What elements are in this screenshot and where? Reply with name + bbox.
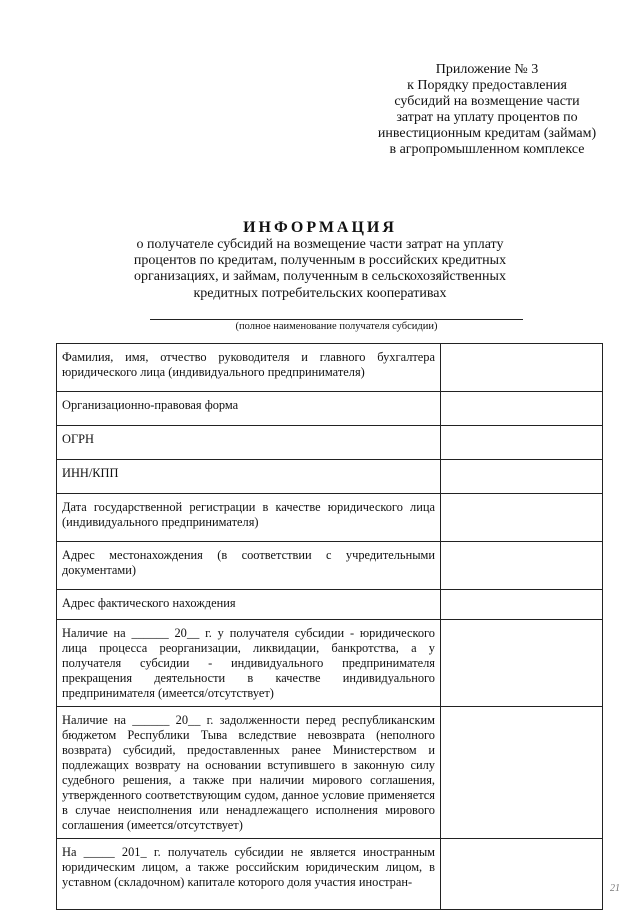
row-value	[441, 542, 603, 590]
appendix-line: инвестиционным кредитам (займам)	[377, 126, 597, 141]
recipient-name-line	[150, 319, 523, 320]
document-heading	[100, 218, 540, 302]
subtitle-line: о получателе субсидий на возмещение части затрат на уплату	[136, 237, 504, 252]
recipient-info-table	[56, 343, 603, 910]
row-label: Адрес местонахождения (в соответствии с учредительными документами)	[57, 542, 441, 590]
row-label: Наличие на ______ 20__ г. у получателя субсидии - юридического лица процесса реорганизации, ликвидации, банкротства, а у получателя субсидии - индивидуального предпринимателя прекращения деятельности в качестве индивидуального предпринимателя (имеется/отсутствует)	[57, 620, 441, 707]
table-row	[57, 839, 603, 910]
table-row	[57, 542, 603, 590]
table-row	[57, 426, 603, 460]
table-row	[57, 494, 603, 542]
row-value	[441, 590, 603, 620]
table-row	[57, 460, 603, 494]
subtitle-line: организациях, и займам, полученным в сельскохозяйственных	[134, 269, 506, 285]
recipient-name-caption: (полное наименование получателя субсидии)	[235, 321, 438, 332]
appendix-line: субсидий на возмещение части	[394, 94, 580, 109]
row-value	[441, 392, 603, 426]
document-title: ИНФОРМАЦИЯ	[243, 219, 397, 236]
row-value	[441, 494, 603, 542]
table-row	[57, 344, 603, 392]
row-label: Организационно-правовая форма	[57, 392, 441, 426]
page-number: 21	[610, 883, 620, 894]
appendix-line: затрат на уплату процентов по	[396, 110, 578, 125]
table-row	[57, 620, 603, 707]
appendix-line: Приложение № 3	[435, 62, 539, 77]
appendix-reference	[352, 62, 622, 158]
subtitle-line: кредитных потребительских кооперативах	[193, 285, 447, 301]
row-value	[441, 620, 603, 707]
table-row	[57, 707, 603, 839]
row-label: Дата государственной регистрации в качестве юридического лица (индивидуального предпринимателя)	[57, 494, 441, 542]
row-label: Адрес фактического нахождения	[57, 590, 441, 620]
table-row	[57, 590, 603, 620]
row-label: ИНН/КПП	[57, 460, 441, 494]
row-value	[441, 344, 603, 392]
table-row	[57, 392, 603, 426]
row-value	[441, 460, 603, 494]
row-value	[441, 707, 603, 839]
document-subtitle	[100, 237, 540, 302]
row-label: Наличие на ______ 20__ г. задолженности перед республиканским бюджетом Республики Тыва вследствие невозврата (неполного возврата) субсидий, предоставленных ранее Министерством и подлежащих возврату на основании вступившего в законную силу судебного решения, а также при наличии мирового соглашения, утвержденного соответствующим судом, данное условие применяется в случае неисполнения или ненадлежащего исполнения мирового соглашения (имеется/отсутствует)	[57, 707, 441, 839]
row-label: ОГРН	[57, 426, 441, 460]
subtitle-line: процентов по кредитам, полученным в российских кредитных	[133, 253, 507, 269]
row-value	[441, 426, 603, 460]
appendix-line: в агропромышленном комплексе	[389, 142, 585, 157]
row-value	[441, 839, 603, 910]
row-label: На _____ 201_ г. получатель субсидии не является иностранным юридическим лицом, а также российским юридическим лицом, в уставном (складочном) капитале которого доля участия иностран-	[57, 839, 441, 910]
appendix-line: к Порядку предоставления	[407, 78, 567, 93]
row-label: Фамилия, имя, отчество руководителя и главного бухгалтера юридического лица (индивидуального предпринимателя)	[57, 344, 441, 392]
